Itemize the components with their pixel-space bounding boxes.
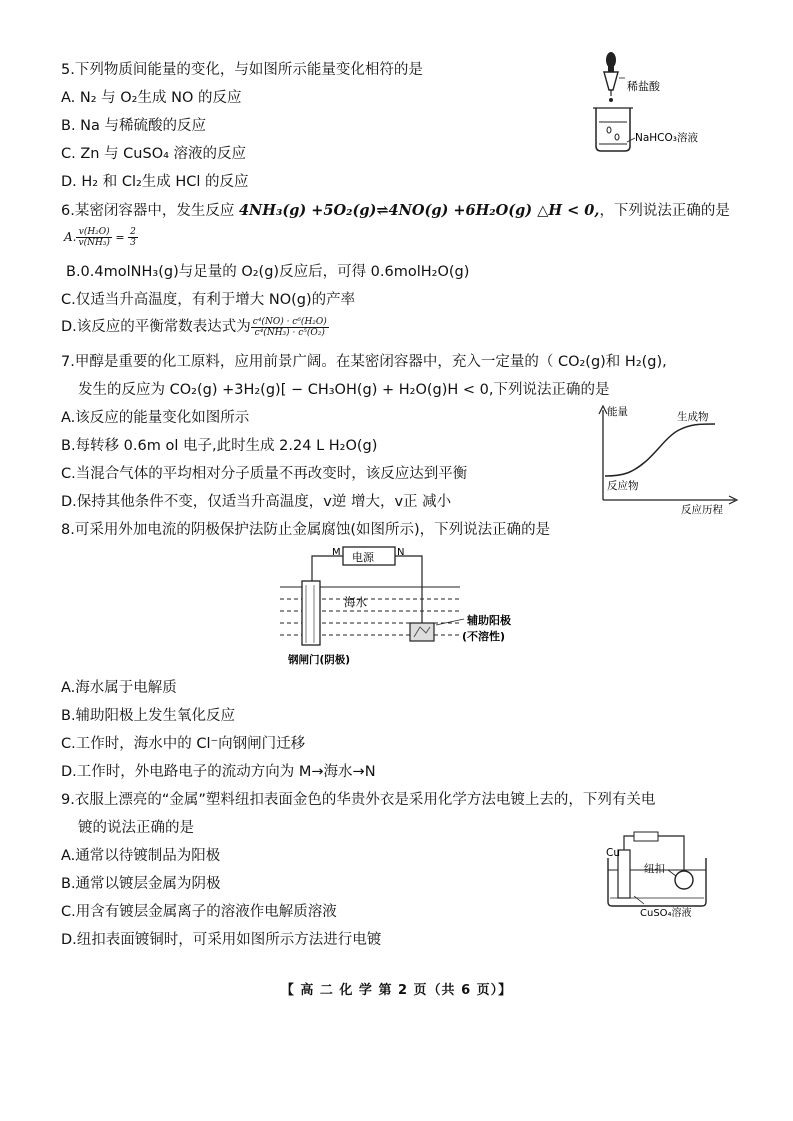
q7-fig-product-label: 生成物 (677, 411, 709, 423)
q6-a-ratio-numerator: 2 (130, 226, 136, 237)
q6-option-a-label: A. (64, 230, 77, 244)
q7-fig-reactant-label: 反应物 (607, 480, 639, 492)
q6-stem-post: ，下列说法正确的是 (599, 203, 730, 219)
q8-fig-n-label: N (397, 547, 405, 558)
q5-fig-acid-label: 稀盐酸 (627, 80, 660, 93)
q6-equation: 4NH₃(g) +5O₂(g)⇌4NO(g) +6H₂O(g) △H < 0, (238, 202, 600, 219)
q6-option-a-ratio (128, 227, 138, 248)
q7-option-d: D.保持其他条件不变，仅适当升高温度，v逆 增大，v正 减小 (61, 494, 452, 510)
q5-option-c: C. Zn 与 CuSO₄ 溶液的反应 (61, 146, 247, 162)
q9-stem-line1: 9.衣服上漂亮的“金属”塑料纽扣表面金色的华贵外衣是采用化学方法电镀上去的，下列有关电 (61, 792, 656, 808)
q9-figure-electroplating (604, 830, 714, 920)
q8-option-c: C.工作时，海水中的 Cl⁻向钢闸门迁移 (61, 736, 306, 752)
q8-option-a: A.海水属于电解质 (61, 680, 177, 696)
q9-option-a: A.通常以待镀制品为阳极 (61, 848, 221, 864)
q5-figure-beaker (585, 50, 725, 160)
q8-figure-cathodic-protection (278, 541, 538, 669)
q6-option-c: C.仅适当升高温度，有利于增大 NO(g)的产率 (61, 292, 356, 308)
q7-stem-line2: 发生的反应为 CO₂(g) +3H₂(g)[ − CH₃OH(g) + H₂O(g)H < 0,下列说法正确的是 (78, 382, 610, 398)
q9-option-c: C.用含有镀层金属离子的溶液作电解质溶液 (61, 904, 337, 920)
q7-fig-y-label: 能量 (607, 406, 628, 418)
q7-fig-x-label: 反应历程 (681, 504, 723, 515)
q5-stem: 5.下列物质间能量的变化，与如图所示能量变化相符的是 (61, 62, 423, 78)
q6-option-b: B.0.4molNH₃(g)与足量的 O₂(g)反应后，可得 0.6molH₂O(g) (66, 264, 470, 280)
q6-option-d-fraction (251, 317, 329, 338)
q9-fig-button-label: 纽扣 (644, 863, 665, 875)
q5-option-d: D. H₂ 和 Cl₂生成 HCl 的反应 (61, 174, 249, 190)
q6-option-a-fraction (76, 227, 111, 248)
q9-fig-solution-label: CuSO₄溶液 (640, 908, 692, 919)
q5-option-a: A. N₂ 与 O₂生成 NO 的反应 (61, 90, 242, 106)
q9-option-b: B.通常以镀层金属为阴极 (61, 876, 221, 892)
q8-option-b: B.辅助阳极上发生氧化反应 (61, 708, 236, 724)
q6-option-d-label: D.该反应的平衡常数表达式为 (61, 319, 251, 335)
q7-stem-line1: 7.甲醇是重要的化工原料，应用前景广阔。在某密闭容器中，充入一定量的（ CO₂(g)和 H₂(g), (61, 354, 667, 370)
q9-option-d: D.纽扣表面镀铜时，可采用如图所示方法进行电镀 (61, 932, 382, 948)
page-footer: 【 高 二 化 学 第 2 页（共 6 页）】 (280, 983, 513, 998)
q8-stem: 8.可采用外加电流的阴极保护法防止金属腐蚀(如图所示)，下列说法正确的是 (61, 522, 551, 538)
q5-fig-solution-label: NaHCO₃溶液 (635, 132, 698, 144)
q6-stem (61, 201, 730, 221)
q9-fig-cu-label: Cu (606, 847, 620, 859)
q6-a-denominator: v(NH₃) (78, 237, 110, 248)
q7-option-a: A.该反应的能量变化如图所示 (61, 410, 250, 426)
q8-option-d: D.工作时，外电路电子的流动方向为 M→海水→N (61, 764, 376, 780)
q6-a-ratio-denominator: 3 (130, 237, 136, 248)
q8-fig-anode-label: 辅助阳极 (467, 614, 511, 627)
q8-fig-power-label: 电源 (352, 551, 374, 564)
q8-fig-gate-label: 钢闸门(阴极) (288, 654, 351, 666)
q6-d-numerator: c⁴(NO) · c⁶(H₂O) (252, 316, 327, 327)
q6-option-a (64, 222, 138, 253)
q7-option-c: C.当混合气体的平均相对分子质量不再改变时，该反应达到平衡 (61, 466, 468, 482)
q7-option-b: B.每转移 0.6m ol 电子,此时生成 2.24 L H₂O(g) (61, 438, 378, 454)
q9-stem-line2: 镀的说法正确的是 (78, 820, 194, 836)
q6-option-d (61, 312, 329, 342)
q7-figure-energy-diagram (595, 400, 745, 515)
q6-stem-pre: 6.某密闭容器中，发生反应 (61, 203, 239, 219)
q8-fig-sea-label: 海水 (344, 595, 367, 609)
q8-fig-insoluble-label: (不溶性) (462, 630, 506, 643)
q6-a-equals: = (111, 231, 129, 244)
q6-d-denominator: c⁴(NH₃) · c⁵(O₂) (254, 327, 325, 338)
q8-fig-m-label: M (332, 547, 341, 558)
q6-a-numerator: v(H₂O) (76, 227, 111, 238)
q5-option-b: B. Na 与稀硫酸的反应 (61, 118, 207, 134)
